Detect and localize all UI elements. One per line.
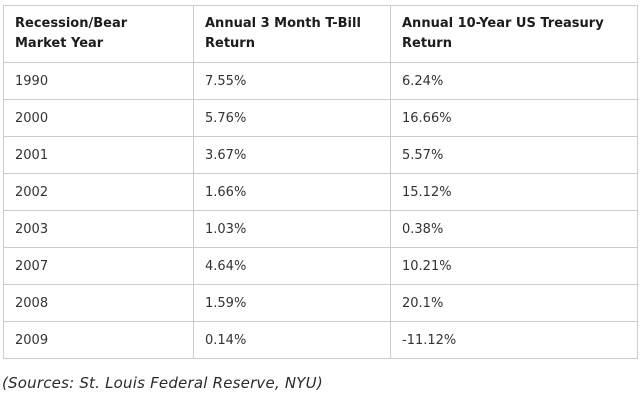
cell-tbill: 1.66% [194,174,391,211]
table-row [4,137,638,174]
header-treasury-return: Annual 10-Year US Treasury Return [391,6,638,63]
table-row [4,174,638,211]
recession-returns-table [3,5,638,359]
table-body [4,63,638,359]
cell-treasury: -11.12% [391,322,638,359]
cell-tbill: 5.76% [194,100,391,137]
cell-tbill: 0.14% [194,322,391,359]
cell-treasury: 15.12% [391,174,638,211]
table-header-row [4,6,638,63]
cell-treasury: 20.1% [391,285,638,322]
sources-caption: (Sources: St. Louis Federal Reserve, NYU) [2,374,323,392]
table-row [4,285,638,322]
cell-treasury: 0.38% [391,211,638,248]
cell-year: 2003 [4,211,194,248]
table-row [4,100,638,137]
header-recession-year: Recession/Bear Market Year [4,6,194,63]
cell-year: 2001 [4,137,194,174]
cell-year: 2008 [4,285,194,322]
table-row [4,322,638,359]
cell-treasury: 16.66% [391,100,638,137]
cell-tbill: 7.55% [194,63,391,100]
cell-year: 2002 [4,174,194,211]
table-row [4,248,638,285]
cell-tbill: 1.03% [194,211,391,248]
cell-treasury: 5.57% [391,137,638,174]
table-row [4,211,638,248]
table-header [4,6,638,63]
cell-year: 2000 [4,100,194,137]
cell-year: 1990 [4,63,194,100]
cell-treasury: 10.21% [391,248,638,285]
cell-tbill: 1.59% [194,285,391,322]
cell-year: 2009 [4,322,194,359]
cell-tbill: 4.64% [194,248,391,285]
header-tbill-return: Annual 3 Month T-Bill Return [194,6,391,63]
cell-treasury: 6.24% [391,63,638,100]
cell-tbill: 3.67% [194,137,391,174]
cell-year: 2007 [4,248,194,285]
table-row [4,63,638,100]
